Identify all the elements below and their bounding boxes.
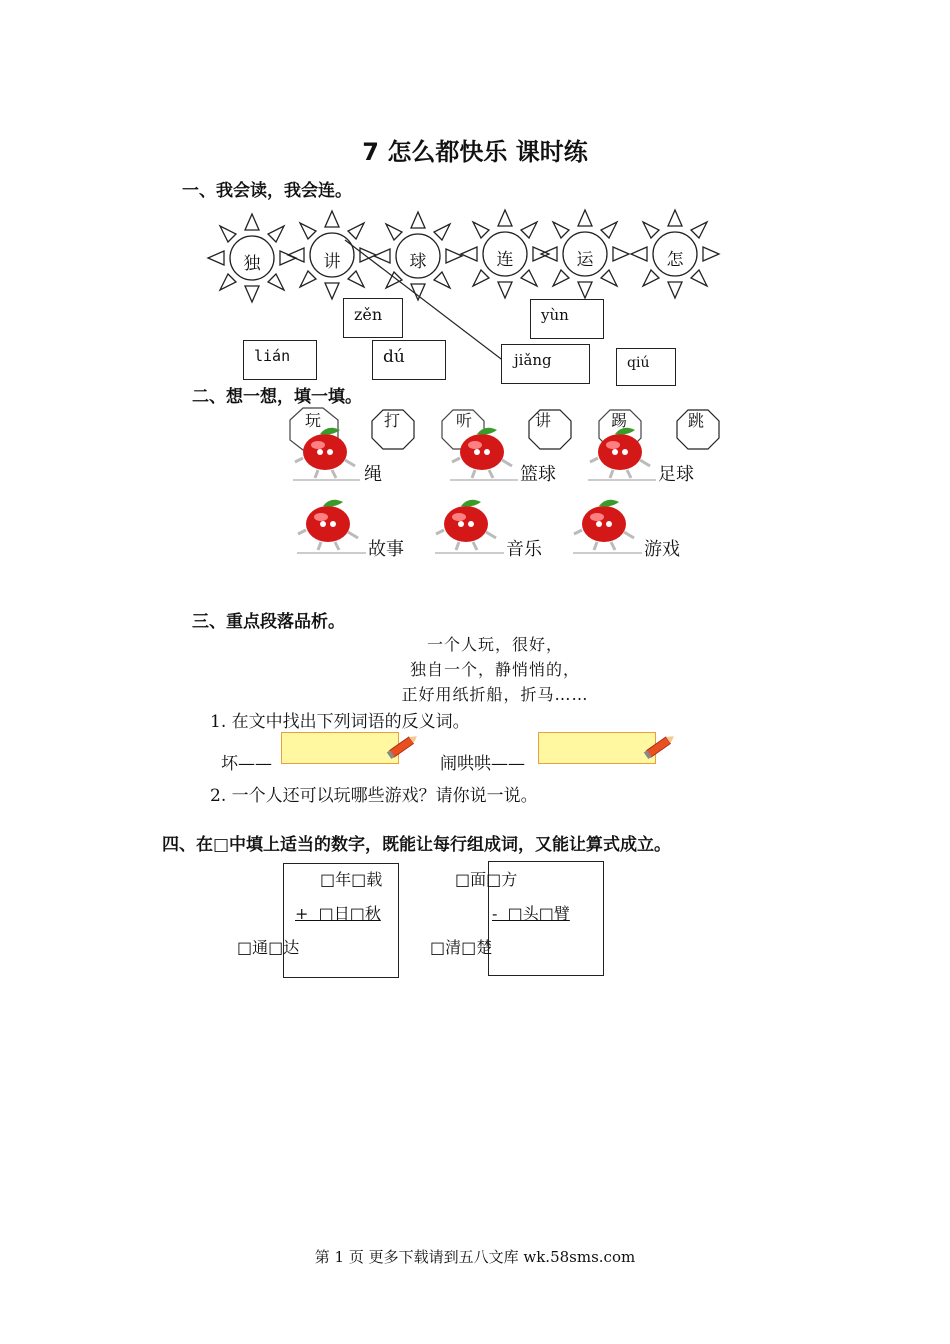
question-2: 2. 一个人还可以玩哪些游戏？请你说一说。 (210, 786, 538, 806)
page-footer: 第 1 页 更多下载请到五八文库 wk.58sms.com (314, 1248, 636, 1266)
poem-line-1: 一个人玩，很好， (426, 635, 563, 654)
pinyin-box-lian: lián (243, 340, 317, 380)
apple-icon-1 (295, 428, 355, 478)
noun-3: 足球 (658, 464, 694, 485)
section3-heading: 三、重点段落品析。 (192, 612, 345, 632)
noun-6: 游戏 (644, 539, 680, 560)
verb-5: 踢 (611, 411, 628, 430)
verb-4: 讲 (535, 411, 552, 430)
noun-5: 音乐 (506, 539, 542, 560)
left-eq-line-2: + □日□秋 (295, 904, 381, 923)
antonym-answer-box-2[interactable] (538, 732, 656, 764)
antonym-answer-box-1[interactable] (281, 732, 399, 764)
antonym-label-1: 坏—— (221, 754, 272, 774)
page-title: 7 怎么都快乐 课时练 (362, 138, 588, 166)
section2-graphics (0, 400, 950, 570)
right-eq-line-1: □面□方 (455, 870, 518, 889)
verb-1: 玩 (305, 411, 322, 430)
pinyin-box-qiu: qiú (616, 348, 676, 386)
char-3: 球 (409, 252, 427, 272)
section1-heading: 一、我会读，我会连。 (182, 181, 352, 201)
section4-heading: 四、在□中填上适当的数字，既能让每行组成词，又能让算式成立。 (162, 835, 672, 855)
verb-3: 听 (456, 411, 473, 430)
poem-line-3: 正好用纸折船，折马…… (401, 685, 589, 704)
left-eq-line-3: □通□达 (237, 938, 300, 957)
noun-4: 故事 (368, 539, 404, 560)
apple-icon-2 (452, 428, 512, 478)
pinyin-box-yun: yùn (530, 299, 604, 339)
noun-1: 绳 (364, 464, 382, 485)
apple-icon-6 (574, 500, 634, 550)
pinyin-box-jiang: jiǎng (501, 344, 590, 384)
pencil-icon (642, 730, 678, 762)
char-1: 独 (243, 254, 261, 274)
left-eq-line-1: □年□载 (320, 870, 383, 889)
antonym-label-2: 闹哄哄—— (440, 754, 525, 774)
right-eq-line-3: □清□楚 (430, 938, 493, 957)
section2-heading: 二、想一想，填一填。 (192, 387, 362, 407)
noun-2: 篮球 (520, 464, 556, 485)
char-6: 怎 (666, 250, 684, 270)
char-2: 讲 (323, 252, 341, 272)
question-1: 1. 在文中找出下列词语的反义词。 (210, 712, 470, 732)
pinyin-box-du: dú (372, 340, 446, 380)
poem-line-2: 独自一个，静悄悄的， (409, 660, 580, 679)
apple-icon-4 (298, 500, 358, 550)
pinyin-box-zen: zěn (343, 298, 403, 338)
char-5: 运 (576, 250, 594, 270)
verb-2: 打 (384, 411, 401, 430)
sun-graphics (0, 0, 950, 400)
verb-6: 跳 (688, 411, 705, 430)
pencil-icon (385, 730, 421, 762)
char-4: 连 (496, 250, 514, 270)
apple-icon-5 (436, 500, 496, 550)
right-eq-line-2: - □头□臂 (492, 904, 570, 923)
